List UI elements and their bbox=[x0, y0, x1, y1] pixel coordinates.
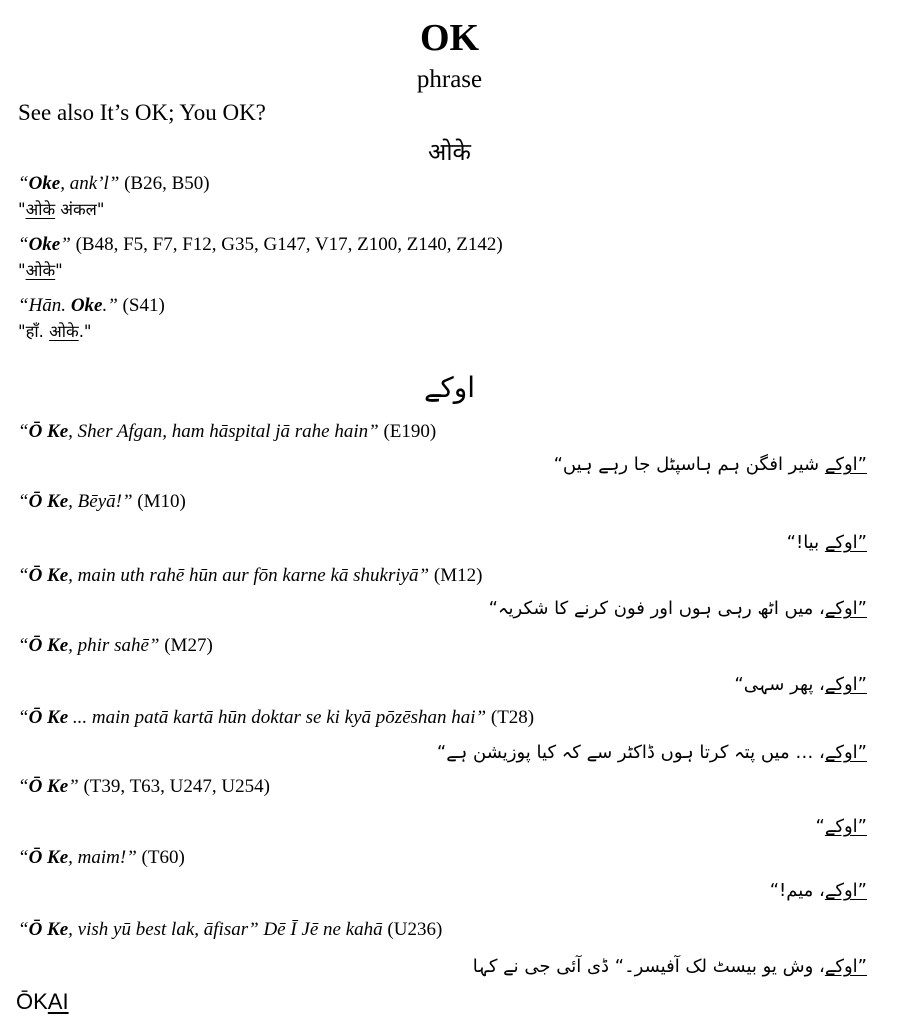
urdu-example-script: ”اوکے، … میں پتہ کرتا ہوں ڈاکٹر سے کہ کیا پوزیشن ہے“ bbox=[436, 742, 867, 763]
urdu-example-romanized: “Ō Ke” (T39, T63, U247, U254) bbox=[18, 776, 270, 797]
urdu-example-romanized: “Ō Ke ... main patā kartā hūn doktar se ki kyā pōzēshan hai” (T28) bbox=[18, 707, 535, 728]
urdu-example-script: ”اوکے، میم!“ bbox=[769, 880, 867, 901]
part-of-speech: phrase bbox=[416, 66, 483, 93]
hindi-example-script: "हाँ. ओके." bbox=[18, 322, 92, 341]
urdu-example-script: ”اوکے، پھر سہی“ bbox=[734, 674, 867, 695]
urdu-example-script: ”اوکے، میں اٹھ رہی ہوں اور فون کرنے کا شکریہ“ bbox=[488, 598, 867, 619]
urdu-example-script: ”اوکے بیا!“ bbox=[786, 532, 867, 553]
urdu-example-romanized: “Ō Ke, Sher Afgan, ham hāspital jā rahe hain” (E190) bbox=[18, 421, 437, 442]
urdu-heading: اوکے bbox=[423, 371, 476, 404]
hindi-heading: ओके bbox=[428, 138, 471, 166]
urdu-example-romanized: “Ō Ke, maim!” (T60) bbox=[18, 847, 185, 868]
hindi-example-romanized: “Oke, ank’l” (B26, B50) bbox=[18, 173, 210, 194]
hindi-example-script: "ओके" bbox=[18, 261, 63, 280]
see-also: See also It’s OK; You OK? bbox=[18, 100, 266, 125]
hindi-example-romanized: “Oke” (B48, F5, F7, F12, G35, G147, V17, Z100, Z140, Z142) bbox=[18, 234, 503, 255]
urdu-example-romanized: “Ō Ke, phir sahē” (M27) bbox=[18, 635, 213, 656]
urdu-example-romanized: “Ō Ke, main uth rahē hūn aur fōn karne kā shukriyā” (M12) bbox=[18, 565, 483, 586]
urdu-example-romanized: “Ō Ke, vish yū best lak, āfisar” Dē Ī Jē ne kahā (U236) bbox=[18, 919, 443, 940]
next-entry-link[interactable]: AI bbox=[47, 989, 69, 1014]
hindi-example-script: "ओके अंकल" bbox=[18, 200, 105, 219]
urdu-example-romanized: “Ō Ke, Bēyā!” (M10) bbox=[18, 491, 186, 512]
urdu-example-script: ”اوکے شیر افگن ہم ہاسپٹل جا رہے ہیں“ bbox=[553, 454, 867, 475]
headword: OK bbox=[419, 17, 480, 59]
urdu-example-script: ”اوکے، وش یو بیسٹ لک آفیسر۔“ ڈی آئی جی نے کہا bbox=[472, 956, 867, 977]
urdu-example-script: ”اوکے“ bbox=[815, 816, 867, 837]
next-entry: ŌKAI bbox=[16, 989, 69, 1014]
hindi-example-romanized: “Hān. Oke.” (S41) bbox=[18, 295, 165, 316]
